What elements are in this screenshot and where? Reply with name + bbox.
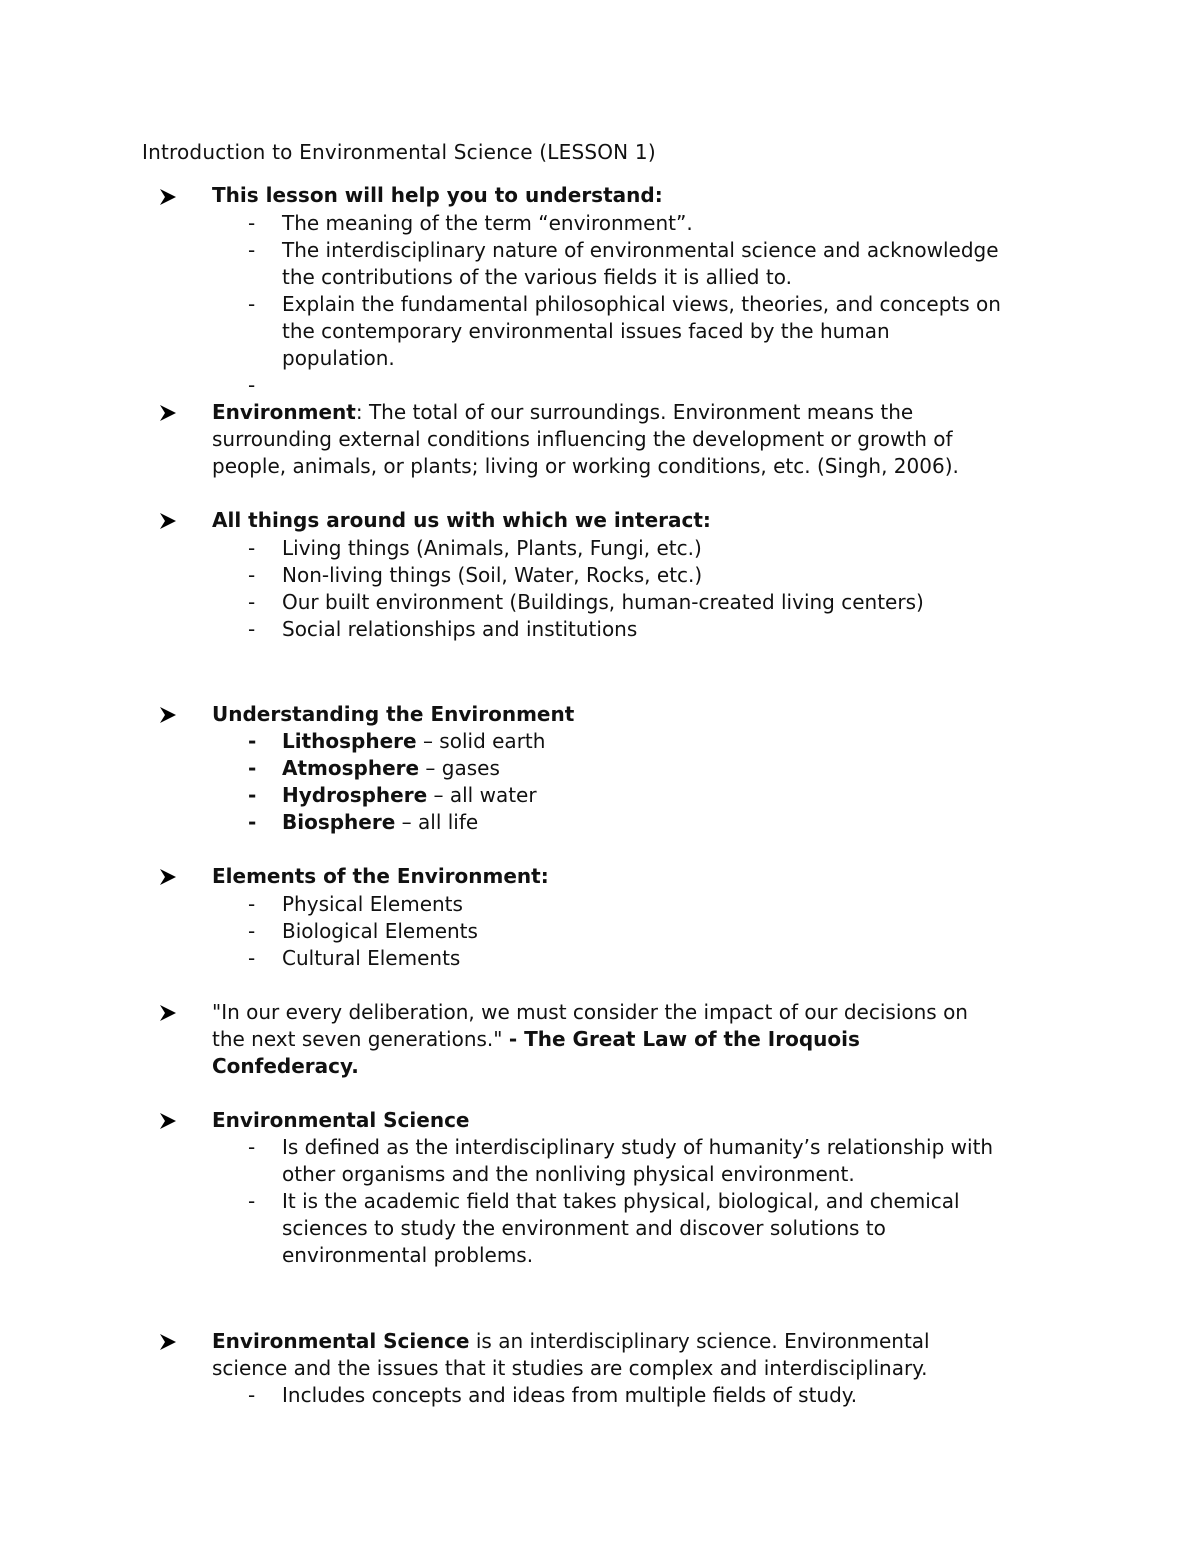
list-dash: - bbox=[248, 946, 256, 970]
list-item: Non-living things (Soil, Water, Rocks, etc.) bbox=[282, 563, 703, 587]
quote-line: "In our every deliberation, we must consider the impact of our decisions on bbox=[212, 1000, 968, 1024]
list-item: Includes concepts and ideas from multiple fields of study. bbox=[282, 1383, 858, 1407]
section-heading: All things around us with which we interact: bbox=[212, 508, 711, 532]
quote-attribution: Confederacy. bbox=[212, 1054, 359, 1078]
definition-text: is an interdisciplinary science. Environmental bbox=[469, 1329, 930, 1353]
list-item: Cultural Elements bbox=[282, 946, 461, 970]
arrowhead-bullet-icon bbox=[158, 1333, 178, 1351]
list-dash: - bbox=[248, 563, 256, 587]
list-item: It is the academic field that takes physical, biological, and chemical bbox=[282, 1189, 960, 1213]
definition-text: : The total of our surroundings. Environment means the bbox=[355, 400, 914, 424]
list-dash: - bbox=[248, 1135, 256, 1159]
list-item: Biological Elements bbox=[282, 919, 478, 943]
list-item-continuation: other organisms and the nonliving physical environment. bbox=[282, 1162, 855, 1186]
list-dash: - bbox=[248, 810, 257, 834]
list-dash: - bbox=[248, 590, 256, 614]
sphere-desc: – all water bbox=[427, 783, 537, 807]
list-item: Explain the fundamental philosophical views, theories, and concepts on bbox=[282, 292, 1001, 316]
list-item: Social relationships and institutions bbox=[282, 617, 638, 641]
sphere-term: Lithosphere bbox=[282, 729, 417, 753]
section-heading: Understanding the Environment bbox=[212, 702, 575, 726]
arrowhead-bullet-icon bbox=[158, 404, 178, 422]
list-dash: - bbox=[248, 373, 256, 397]
quote-attribution: - The Great Law of the Iroquois bbox=[508, 1027, 860, 1051]
list-item bbox=[282, 728, 545, 755]
definition-line: people, animals, or plants; living or working conditions, etc. (Singh, 2006). bbox=[212, 454, 959, 478]
definition-line bbox=[212, 399, 913, 426]
arrowhead-bullet-icon bbox=[158, 706, 178, 724]
list-item: Our built environment (Buildings, human-created living centers) bbox=[282, 590, 924, 614]
list-dash: - bbox=[248, 892, 256, 916]
definition-line: science and the issues that it studies are complex and interdisciplinary. bbox=[212, 1356, 928, 1380]
list-dash: - bbox=[248, 292, 256, 316]
arrowhead-bullet-icon bbox=[158, 512, 178, 530]
list-item-continuation: environmental problems. bbox=[282, 1243, 534, 1267]
list-dash: - bbox=[248, 238, 256, 262]
sphere-desc: – all life bbox=[395, 810, 479, 834]
list-item: The meaning of the term “environment”. bbox=[282, 211, 693, 235]
section-heading: Environmental Science bbox=[212, 1108, 470, 1132]
section-heading: Elements of the Environment: bbox=[212, 864, 549, 888]
list-dash: - bbox=[248, 729, 257, 753]
list-item bbox=[282, 809, 478, 836]
list-dash: - bbox=[248, 756, 257, 780]
section-heading: This lesson will help you to understand: bbox=[212, 183, 663, 207]
arrowhead-bullet-icon bbox=[158, 188, 178, 206]
list-item: Living things (Animals, Plants, Fungi, etc.) bbox=[282, 536, 702, 560]
list-item-continuation: sciences to study the environment and discover solutions to bbox=[282, 1216, 886, 1240]
list-dash: - bbox=[248, 617, 256, 641]
list-dash: - bbox=[248, 1189, 256, 1213]
list-dash: - bbox=[248, 536, 256, 560]
list-item-continuation: population. bbox=[282, 346, 395, 370]
list-item bbox=[282, 755, 500, 782]
definition-term: Environmental Science bbox=[212, 1329, 470, 1353]
arrowhead-bullet-icon bbox=[158, 1004, 178, 1022]
list-item-continuation: the contributions of the various fields it is allied to. bbox=[282, 265, 792, 289]
list-dash: - bbox=[248, 211, 256, 235]
list-item: Is defined as the interdisciplinary study of humanity’s relationship with bbox=[282, 1135, 994, 1159]
list-item: The interdisciplinary nature of environmental science and acknowledge bbox=[282, 238, 999, 262]
document-title: Introduction to Environmental Science (LESSON 1) bbox=[142, 140, 656, 164]
arrowhead-bullet-icon bbox=[158, 1112, 178, 1130]
definition-line: surrounding external conditions influencing the development or growth of bbox=[212, 427, 953, 451]
list-dash: - bbox=[248, 783, 257, 807]
definition-term: Environment bbox=[212, 400, 356, 424]
quote-text: the next seven generations." bbox=[212, 1027, 509, 1051]
list-item-continuation: the contemporary environmental issues faced by the human bbox=[282, 319, 890, 343]
sphere-term: Hydrosphere bbox=[282, 783, 428, 807]
list-item bbox=[282, 782, 537, 809]
list-dash: - bbox=[248, 1383, 256, 1407]
sphere-desc: – solid earth bbox=[416, 729, 546, 753]
quote-line bbox=[212, 1026, 860, 1053]
sphere-desc: – gases bbox=[419, 756, 500, 780]
sphere-term: Atmosphere bbox=[282, 756, 420, 780]
list-dash: - bbox=[248, 919, 256, 943]
sphere-term: Biosphere bbox=[282, 810, 396, 834]
list-item: Physical Elements bbox=[282, 892, 463, 916]
definition-line bbox=[212, 1328, 930, 1355]
arrowhead-bullet-icon bbox=[158, 868, 178, 886]
